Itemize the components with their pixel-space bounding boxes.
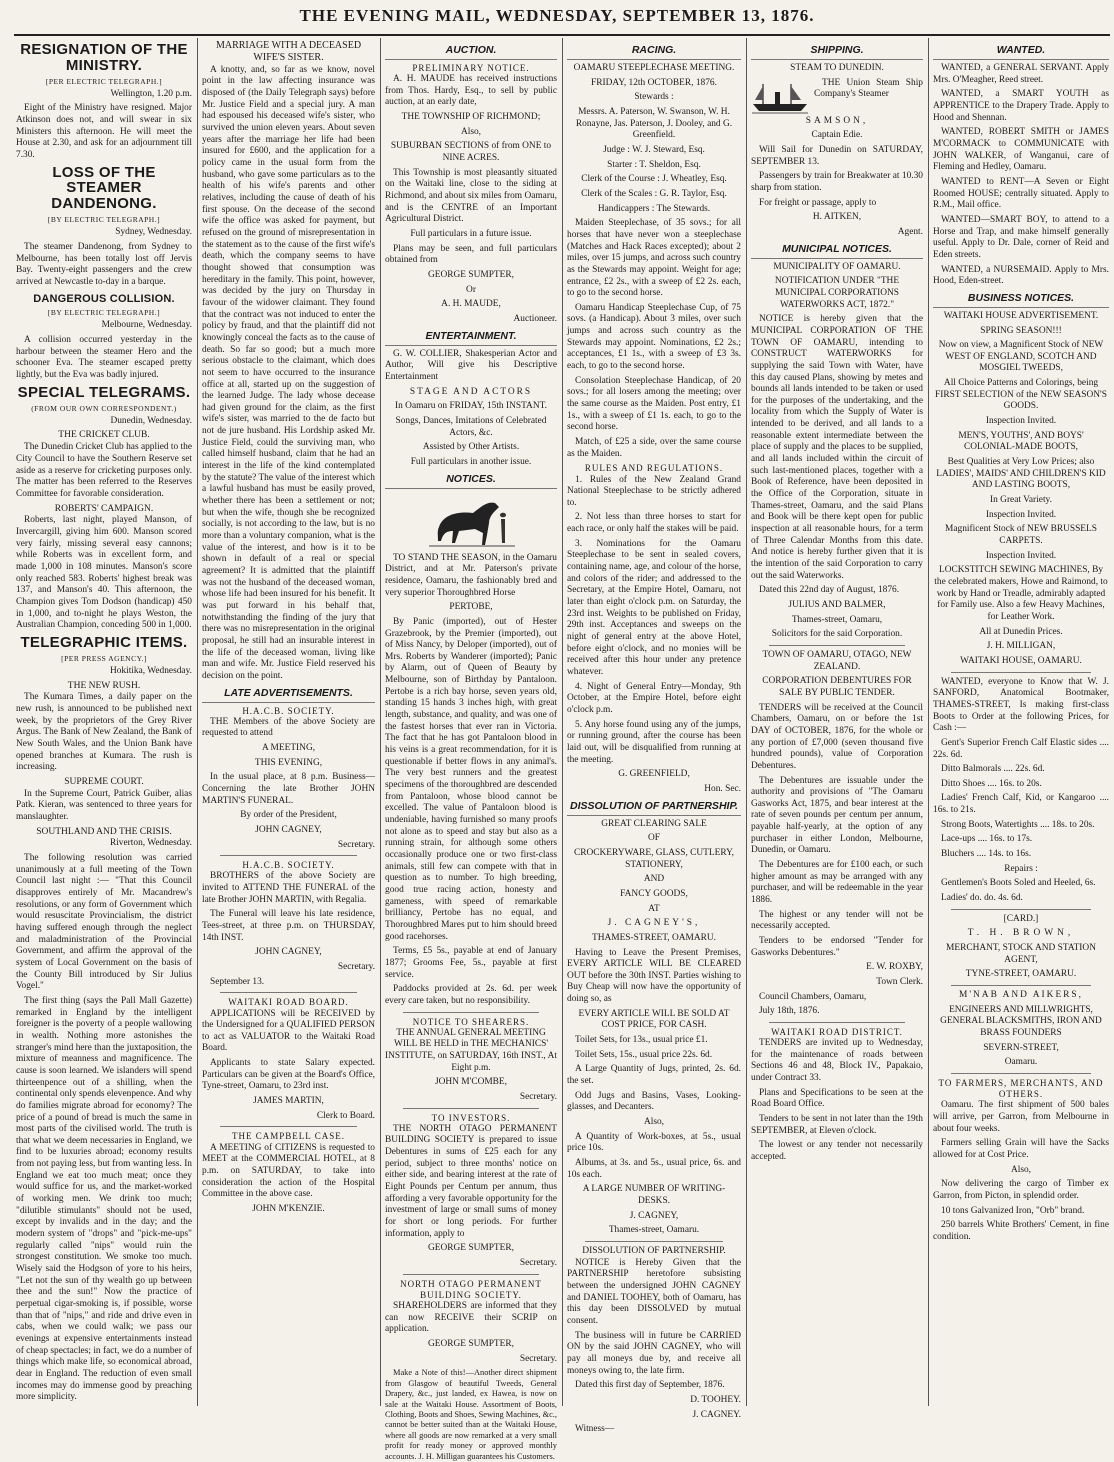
ad-text: Match, of £25 a side, over the same course as the Maiden. [567,437,741,459]
ad-signature: JULIUS AND BALMER, [788,599,886,610]
ad-signature: J. CAGNEY. [692,1409,741,1420]
ad-text: Messrs. A. Paterson, W. Swanson, W. H. Ronayne, Jas. Paterson, J. Dooley, and G. Greenfield. [575,106,733,141]
price-line: Strong Boots, Watertights .... 18s. to 20s. [941,819,1095,830]
ad-text: THE TOWNSHIP OF RICHMOND; [401,112,541,123]
ad-text: By order of the President, [240,810,337,821]
section-entertainment: ENTERTAINMENT. [385,330,557,346]
ad-text: Inspection Invited. [985,416,1057,427]
ad-text: Consolation Steeplechase Handicap, of 20 sovs.; for all losers among the meeting; over the same course as the Maiden. Post entry, £1 1s., with a sweep of £1 1s. each, to go to the second horse. [567,375,741,433]
ad-separator [220,1126,357,1127]
ad-text: SPRING SEASON!!! [980,325,1062,336]
section-title: ROBERTS' CAMPAIGN. [54,503,154,514]
column-rule [197,38,198,1406]
section-late-advertisements: LATE ADVERTISEMENTS. [202,687,375,703]
ad-text: July 18th, 1876. [759,1006,820,1017]
headline-dandenong: LOSS OF THE STEAMER DANDENONG. [51,163,157,213]
ad-text: TENDERS will be received at the Council Chambers, Oamaru, on or before the 1st DAY of OCTOBER, 1876, for the whole or any portion of £7,000 (seven thousand five hundred pounds), value of Corporation Debentures. [751,702,923,771]
ad-text: The lowest or any tender not necessarily accepted. [751,1140,923,1163]
ad-text: THE NORTH OTAGO PERMANENT BUILDING SOCIETY is prepared to issue Debentures in sums of £25 each for any period, subject to three months' notice on either side, and bearing interest at the rate of Eight Pounds per Centum per annum, thus affording a very favorable opportunity for the investment of large or small sums of money for short or long periods. For further information, apply to [385,1123,557,1239]
ad-title: OAMARU STEEPLECHASE MEETING. [573,63,735,74]
ad-separator [951,985,1091,986]
ad-text: PERTOBE, [449,602,493,613]
ad-text: By Panic (imported), out of Hester Grazebrook, by the Premier (imported), out of Miss Nancy, by Deloper (imported), out of Mrs. Roberts by Wanderer (imported); Panic by Alarm, out of Queen of Beauty by Melbourne, son of Birthday by Pantaloon. Pertobe is a rich bay horse, seven years old, standing 15 hands 3 inches high, with great length, substance, and quality, and was one of the fastest horses that ever ran in Victoria. The fact that he has got Pantaloon blood in his veins is a great recommendation, for it is questionable if better flows in any animal's. The very best runners and the greatest specimens of the thoroughbred are descended from Pantaloon, whose blood cannot be excelled. The value of Pantaloon blood is undeniable, having furnished so many proofs not alone as to speed and stay but also as a running strain, for although some others occasionally produce one or two first-class animals, still few can compete with that in question as to number. To high breeding, good true racing action, honesty and gameness, with speed of remarkable brilliancy, Pertobe has no equal, and Thoroughbred Mares put to him should breed good racehorses. [385,616,557,942]
ad-text: The highest or any tender will not be necessarily accepted. [751,909,923,932]
ad-text: A Quantity of Work-boxes, at 5s., usual price 10s. [567,1131,741,1154]
ad-text: Full particulars in another issue. [410,456,532,467]
ad-text: Oamaru. The first shipment of 500 bales will arrive, per Garron, from Melbourne in about four weeks. [933,1100,1109,1134]
section-wanted: WANTED. [933,44,1109,60]
article-text: In the Supreme Court, Patrick Guiber, alias Patk. Kieran, was sentenced to three years for manslaughter. [16,788,192,822]
ad-signature: E. W. ROXBY, [866,962,923,973]
ad-title: STEAM TO DUNEDIN. [790,63,884,74]
ad-title: RULES AND REGULATIONS. [584,463,724,474]
ad-text: Also, [1010,1164,1032,1175]
ad-signature: D. TOOHEY. [690,1394,741,1405]
classified-ad: WANTED—SMART BOY, to attend to a Horse and Trap, and make himself generally useful. Apply to Dr. Dale, corner of Reid and Eden streets. [933,214,1109,260]
classified-ad: WANTED, ROBERT SMITH or JAMES M'CORMACK to COMMUNICATE with JOHN WALKER, of Wanganui, care of Fleming and Hedley, Oamaru. [933,127,1109,173]
ad-separator [951,909,1091,910]
dateline: Dunedin, Wednesday. [110,415,192,426]
ad-text: CROCKERYWARE, GLASS, CUTLERY, STATIONERY, [573,847,734,870]
price-line: Ladies' do. do. 4s. 6d. [941,893,1023,904]
ad-signature: JOHN CAGNEY, [255,947,322,958]
ad-signature: JAMES MARTIN, [253,1096,324,1107]
dateline: Riverton, Wednesday. [109,838,192,849]
ad-title: M'NAB AND AIKERS, [959,990,1083,1000]
ad-text: FRIDAY, 12th OCTOBER, 1876. [591,77,717,88]
subhead: [PER PRESS AGENCY.] [61,653,147,663]
ad-text: Repairs : [1004,863,1038,874]
ad-text: Odd Jugs and Basins, Vases, Looking-glasses, and Decanters. [567,1090,741,1113]
ad-text: Thames-street, Oamaru. [608,1225,700,1236]
article-title: MARRIAGE WITH A DECEASED WIFE'S SISTER. [215,40,362,64]
ad-text: NOTICE is Hereby Given that the PARTNERSHIP heretofore subsisting between the undersigned JOHN CAGNEY and DANIEL TOOHEY, both of Oamaru, has this day been DISSOLVED by mutual consent. [567,1257,741,1326]
ad-text: Will Sail for Dunedin on SATURDAY, SEPTEMBER 13. [751,144,923,167]
ad-text: Or [466,284,476,295]
section-title: THE CRICKET CLUB. [58,430,150,441]
section-title: SOUTHLAND AND THE CRISIS. [36,826,172,837]
ad-text: SEVERN-STREET, [983,1042,1059,1053]
ad-text: THE Union Steam Ship Company's Steamer [814,77,923,100]
horse-engraving-icon [425,493,517,549]
ad-text: Plans and Specifications to be seen at the Road Board Office. [751,1087,923,1110]
ad-text: 4. Night of General Entry—Monday, 9th October, at the Empire Hotel, before eight o'clock p.m. [567,681,741,715]
headline-special-telegrams: SPECIAL TELEGRAMS. [17,383,191,401]
ad-text: 5. Any horse found using any of the jumps, or running ground, after the course has been laid out, will be disqualified from running at the meeting. [567,719,741,765]
ad-text: Solicitors for the said Corporation. [771,629,903,640]
ad-text: Clerk to Board. [316,1110,375,1121]
price-line: Gentlemen's Boots Soled and Heeled, 6s. [941,878,1096,889]
ad-text: A MEETING, [261,743,316,754]
ad-text: Inspection Invited. [985,550,1057,561]
dateline: Hokitika, Wednesday. [109,665,192,676]
ad-text: In the usual place, at 8 p.m. Business—Concerning the late Brother JOHN MARTIN'S FUNERAL. [202,772,375,806]
ad-text: Now delivering the cargo of Timber ex Garron, from Picton, in splendid order. [933,1179,1109,1201]
ad-title: TO FARMERS, MERCHANTS, AND OTHERS. [938,1077,1104,1100]
ad-text: Maiden Steeplechase, of 35 sovs.; for all horses that have never won a steeplechase (Matches and Hack Races excepted); about 2 miles, over 15 jumps, and across such country as the Stewards may appoint. Weight for age; entrance, £2 2s., with a sweep of £2 2s. each, to go to the second horse. [567,218,741,299]
ad-title: TO INVESTORS. [431,1112,511,1123]
ad-text: Applicants to state Salary expected. Particulars can be given at the Board's Office, Tyne-street, Oamaru, to 23rd inst. [202,1058,375,1092]
ad-text: [CARD.] [1003,913,1039,924]
ad-text: Handicappers : The Stewards. [597,203,711,214]
ad-text: J. CAGNEY'S, [607,918,701,929]
ad-title: T. H. BROWN, [967,928,1075,939]
ad-text: Secretary. [519,1091,557,1102]
ad-text: G. W. COLLIER, Shakesperian Actor and Author, Will give his Descriptive Entertainment [385,348,557,382]
section-notices: NOTICES. [385,473,557,489]
ad-separator [403,1108,539,1109]
ad-signature: JOHN CAGNEY, [255,824,322,835]
ad-separator [769,645,905,646]
article-text: The Dunedin Cricket Club has applied to the City Council to have the Southern Reserve set aside as a reserve for cricketing purposes only. The matter has been referred to the Reserves Committee for favorable consideration. [16,442,192,499]
dateline: Sydney, Wednesday. [115,227,192,238]
ad-text: Toilet Sets, for 13s., usual price £1. [575,1035,708,1046]
ad-text: A. H. MAUDE has received instructions from Thos. Hardy, Esq., to sell by public auction, at an early date, [385,74,557,108]
ad-text: Farmers selling Grain will have the Sacks allowed for at Cost Price. [933,1138,1109,1160]
ad-text: Witness— [575,1424,615,1435]
ad-text: LOCKSTITCH SEWING MACHINES, By the celebrated makers, Howe and Raimond, to work by Hand or Treadle, admirably adapted for Family use. Also a few Heavy Machines, for Leather Work. [934,565,1108,622]
ad-separator [220,855,357,856]
ad-text: Judge : W. J. Steward, Esq. [603,144,705,155]
ad-title: NORTH OTAGO PERMANENT BUILDING SOCIETY. [400,1278,542,1300]
classified-ad: WANTED, a GENERAL SERVANT. Apply Mrs. O'Meagher, Reed street. [933,63,1109,85]
ad-text: Now on view, a Magnificent Stock of NEW WEST OF ENGLAND, SCOTCH AND MOSGIEL TWEEDS, [938,340,1104,374]
ad-signature: A. H. MAUDE, [441,299,501,310]
ad-text: A LARGE NUMBER OF WRITING-DESKS. [582,1184,726,1206]
column-wanted [933,40,1109,1406]
ad-title: H.A.C.B. SOCIETY. [242,860,335,871]
column-racing [567,40,741,1435]
ad-text: Auctioneer. [513,313,557,324]
ad-text: MEN'S, YOUTHS', AND BOYS' COLONIAL-MADE BOOTS, [958,430,1084,453]
ad-text: SUBURBAN SECTIONS of from ONE to NINE ACRES. [390,141,552,164]
ad-title: WAITAKI ROAD DISTRICT. [771,1026,903,1037]
article-text: The first thing (says the Pall Mall Gazette) remarked in England by the intelligent foreigner is the poverty of a people wallowing in wealth. Nothing more astonishes the stranger's mind here than the juxtaposition, the mixture of meanness and magnificence. The cause is soon learned. We islanders will spend thirteenpence out of a shilling, when the continental only spends elevenpence. And why do families migrate abroad for economy? The price of a pound of bread is much the same in most parts of the civilised world. The truth is that what we deem necessaries in England, we find to be luxuries abroad; economy results from not paying less, but from wanting less. In England we eat too much meat; once they would suffice for us, and the market-worked of working men. We drink too much; "dilutible stimulants" should not be used, except by invalids and in the day; and the modern system of "drops" and "pick-me-ups" regularly called "nips" would ruin the strongest constitution. We smoke too much. Wisely said the Hodgson of yore to his heirs, "Let not the sun of thy wealth go up between thee and the sun!" Now the practice of perpetual cigar-smoking is, if possible, worse than that of "nips," and ride and drive even in cabs, when we could walk; we pass our evenings at expensive entertainments instead of cheap spectacles; in fact, we do a number of things which make life, so economical abroad, dear in England. The reduction of even small incomes may do immense good by preaching more simplicity. [16,995,192,1403]
price-line: Ditto Balmorals .... 22s. 6d. [941,764,1045,775]
ad-title: THE CAMPBELL CASE. [232,1131,345,1142]
article-text: The Kumara Times, a daily paper on the new rush, is announced to be published next week, by the proprietors of the Grey River Argus. The Bank of New Zealand, the Bank of New South Wales, and the Union Bank have opened branches at Kumara. The rush is increasing. [16,692,192,773]
ad-text: A MEETING of CITIZENS is requested to MEET at the COMMERCIAL HOTEL, at 8 p.m. on SATURDAY, to take into consideration the action of the Hospital Committee in the above case. [202,1142,375,1200]
ad-signature: J. H. MILLIGAN, [986,641,1056,652]
ad-text: Stewards : [634,92,674,103]
ad-text: Tenders to be endorsed "Tender for Gasworks Debentures." [751,936,923,958]
ad-text: Best Qualities at Very Low Prices; also LADIES', MAIDS' AND CHILDREN'S KID AND LASTING BOOTS, [936,457,1106,491]
column-auction [385,40,557,1461]
ad-text: 250 barrels White Brothers' Cement, in fine condition. [933,1220,1109,1242]
section-shipping: SHIPPING. [751,44,923,60]
ad-title: MUNICIPALITY OF OAMARU. [773,261,901,272]
headline-collision: DANGEROUS COLLISION. [33,292,175,305]
ad-text: This Township is most pleasantly situated on the Waitaki line, close to the siding at Richmond, and about six miles from Oamaru, and is the CENTRE of an Important Agricultural District. [385,167,557,225]
subhead: [BY ELECTRIC TELEGRAPH.] [47,308,161,318]
ad-text: Paddocks provided at 2s. 6d. per week every care taken, but no responsibility. [385,984,557,1006]
ad-text: EVERY ARTICLE WILL BE SOLD AT COST PRICE, FOR CASH. [578,1008,730,1031]
ad-text: TENDERS are invited up to Wednesday, for the maintenance of roads between Sections 46 and 48, Block IV., Papakaio, under Contract 33. [751,1038,923,1084]
ad-text: Make a Note of this!—Another direct shipment from Glasgow of beautiful Tweeds, General Drapery, &c., just landed, ex Hawea, is now on sale at the Waitaki House. Assortment of Boots, Clothing, Boots and Shoes, Sewing Machines, &c., cannot be better suited than at the Waitaki House, where all goods are now remarked at a very small profit for ready money or approved monthly accounts. J. H. Milligan guarantees his Customers. [385,1368,557,1461]
ad-text: Also, [460,126,482,137]
ad-separator [220,992,357,993]
ad-separator [769,1022,905,1023]
ad-text: Town Clerk. [876,977,923,987]
column-articles [202,40,375,1406]
ad-text: Clerk of the Scales : G. R. Taylor, Esq. [581,188,727,199]
ad-text: The Debentures are issuable under the authority and provisions of "The Oamaru Gasworks Act, 1875, and bear interest at the rate of seven pounds per centum per annum, payable half-yearly, at the option of any purchaser in either London, Melbourne, Dunedin, or Oamaru. [751,775,923,856]
headline-telegraphic-items: TELEGRAPHIC ITEMS. [20,633,188,651]
column-rule [562,38,563,1406]
ad-text: Secretary. [337,962,375,973]
ad-text: SHAREHOLDERS are informed that they can now RECEIVE their SCRIP on application. [385,1300,557,1335]
article-text: The steamer Dandenong, from Sydney to Melbourne, has been totally lost off Jervis Bay. Twenty-eight passengers and the crew arrived at Newcastle to-day in a barque. [16,241,192,287]
ad-title: DISSOLUTION OF PARTNERSHIP. [582,1245,726,1256]
masthead-rule [14,34,1110,36]
ad-signature: JOHN M'COMBE, [434,1077,507,1088]
ad-signature: J. CAGNEY, [629,1210,679,1221]
ad-text: Inspection Invited. [985,509,1057,520]
price-line: Bluchers .... 14s. to 16s. [941,849,1032,860]
ad-text: Dated this 22nd day of August, 1876. [759,585,900,596]
classified-ad: WANTED to RENT—A Seven or Eight Roomed HOUSE; centrally situated. Apply to R.M., Mail office. [933,176,1109,211]
ad-title: H.A.C.B. SOCIETY. [242,705,335,716]
section-dissolution: DISSOLUTION OF PARTNERSHIP. [567,800,741,816]
ad-text: THE Members of the above Society are requested to attend [202,716,375,739]
subhead: (FROM OUR OWN CORRESPONDENT.) [31,403,177,413]
ad-text: Having to Leave the Present Premises, EVERY ARTICLE WILL BE CLEARED OUT before the 30th INST. Parties wishing to Buy Cheap will now have the opportunity of doing so, as [567,947,741,1005]
ad-signature: H. AITKEN, [812,212,862,223]
ad-title: TOWN OF OAMARU, OTAGO, NEW ZEALAND. [762,649,912,672]
article-text: Roberts, last night, played Manson, of Invercargill, giving him 600. Manson scored very fairly, missing several easy cannons; while Roberts was in excellent form, and made 1,000 in 108 minutes. Manson's score only reached 583. Roberts' highest break was 137, and Manson's 40. This afternoon, the Champion gives Tom Dodson (handicap) 450 in 1,000, and to-night he plays Weston, the Australian Champion, conceding 500 in 1,000. [16,515,192,631]
section-title: SUPREME COURT. [64,776,144,787]
ad-text: All Choice Patterns and Colorings, being FIRST SELECTION of the NEW SEASON'S GOODS. [935,378,1107,412]
ad-text: Secretary. [519,1257,557,1268]
ad-text: WAITAKI HOUSE, OAMARU. [960,655,1082,666]
ad-text: September 13. [210,976,265,987]
ad-text: In Great Variety. [990,495,1052,506]
ad-separator [403,1274,539,1275]
ad-text: APPLICATIONS will be RECEIVED by the Undersigned for a QUALIFIED PERSON to act as VALUATOR to the Waitaki Road Board. [202,1008,375,1054]
ad-text: In Oamaru on FRIDAY, 15th INSTANT. [395,401,547,412]
ad-text: The Debentures are for £100 each, or such higher amount as may be arranged with any purchaser, and will be redeemable in the year 1886. [751,860,923,906]
section-racing: RACING. [567,44,741,60]
ad-text: Full particulars in a future issue. [410,229,532,240]
ad-text: Oamaru. [1004,1057,1038,1068]
column-rule [746,38,747,1406]
ad-text: NOTIFICATION UNDER "THE MUNICIPAL CORPORATIONS WATERWORKS ACT, 1872." [774,276,900,310]
ad-text: Tenders to be sent in not later than the 19th SEPTEMBER, at Eleven o'clock. [751,1114,923,1136]
ad-title: WAITAKI HOUSE ADVERTISEMENT. [943,310,1099,321]
article-text: Eight of the Ministry have resigned. Major Atkinson does not, and will swear in six Ministers this afternoon. He will meet the House at 2.30, and ask for an adjournment till 7.30. [16,103,192,161]
ad-text: Toilet Sets, 15s., usual price 22s. 6d. [575,1049,713,1060]
article-text: A collision occurred yesterday in the harbour between the steamer Hero and the schooner Eva. The steamer escaped pretty lightly, but the Eva was badly injured. [16,335,192,381]
ad-text: Oamaru Handicap Steeplechase Cup, of 75 sovs. (a Handicap). About 3 miles, over such jumps and across such country as the Stewards may appoint. Nominations, £2 2s.; acceptances, £1 1s., with a sweep of £3 3s. each, to go to the second horse. [567,302,741,372]
dateline: Wellington, 1.20 p.m. [110,88,192,99]
dateline: Melbourne, Wednesday. [101,320,192,331]
ad-text: THE ANNUAL GENERAL MEETING WILL BE HELD in THE MECHANICS' INSTITUTE, on SATURDAY, 16th INST., At Eight p.m. [385,1027,557,1073]
subhead: [PER ELECTRIC TELEGRAPH.] [45,76,163,86]
ad-text: A Large Quantity of Jugs, printed, 2s. 6d. the set. [567,1064,741,1087]
ad-text: For freight or passage, apply to [759,197,877,208]
ad-separator [951,672,1091,673]
masthead: THE EVENING MAIL, WEDNESDAY, SEPTEMBER 13, 1876. [299,6,815,25]
classified-ad: WANTED, a SMART YOUTH as APPRENTICE to the Drapery Trade. Apply to Hood and Shennan. [933,89,1109,123]
ad-text: Secretary. [519,1353,557,1364]
ad-text: Council Chambers, Oamaru, [759,991,867,1002]
ad-title: WAITAKI ROAD BOARD. [228,997,349,1008]
ad-text: FANCY GOODS, [620,888,688,899]
ad-text: ENGINEERS AND MILLWRIGHTS, GENERAL BLACKSMITHS, IRON AND BRASS FOUNDERS [940,1004,1102,1038]
ad-text: 1. Rules of the New Zealand Grand National Steeplechase to be strictly adhered to. [567,474,741,508]
ad-text: The Funeral will leave his late residence, Tees-street, at three p.m. on THURSDAY, 14th INST. [202,909,375,943]
article-text: A knotty, and, so far as we know, novel point in the law affecting insurance was disposed of (the Daily Telegraph says) before Mr. Justice Field and a special jury. A man had espoused his deceased wife's sister, who survived the union eleven years. About seven years after the marriage her life had been insured for £600, and the application for a policy came in the usual form from the husband, who gave some particulars as to the health of his wife's parents and other relatives, including the cause of death of his first spouse. On the decease of the second wife the office was asked for payment, but refused on the ground of misrepresentation in the statement as to the cause of the first wife's death, which the company seems to have thought showed that consumption was hereditary in the family. This point, however, was decided by the jury on Thursday in favour of the widower claimant. They found that the contract was not induced to enter the policy by fraud, and that the plaintiff did not knowingly conceal the facts as to the cause of death. So far so good; but a much more serious obstacle to the claimant, which does not seem to have occurred to the insurance office at all, started up on the suggestion of the learned Judge. The lady whose decease had given ground for the claim, as the first wife's sister, was married to the de facto but not de jure husband. His Lordship asked Mr. Justice Field, could the surviving man, who called himself husband, claim that he had an interest in the life of the kind contemplated by the statute? The value of the interest which a lawful husband has must be easily proved, whether there has been a settlement or not; but when the wife, though she be recognized socially, is not according to the law, but is no more than a voluntary companion, what is the value of the interest, and how is it to be shown in default of a real or special agreement? It is admitted that the plaintiff was not the husband of the deceased woman, whose life had been insured for his benefit. It was put forward in his behalf that, notwithstanding the finding of the jury that there was no misrepresentation in the original proposal, he still had an insurable interest in the life of the deceased woman, living like man and wife. Mr. Justice Field reserved his decision on the point. [202,64,375,681]
ad-separator [403,1012,539,1013]
ad-text: STAGE AND ACTORS [409,386,533,397]
ad-text: THAMES-STREET, OAMARU. [591,932,717,943]
ad-text: AND [643,874,665,885]
price-line: Ditto Shoes .... 16s. to 20s. [941,778,1042,789]
ad-text: NOTICE is hereby given that the MUNICIPAL CORPORATION OF THE TOWN OF OAMARU, intending to CONSTRUCT WATERWORKS for supplying the said Town with Water, have this day caused Plans, showing by metes and bounds all lands intended to be taken or used for the purposes of the undertaking, and the locality from which the Supply of Water is intended to be derived, and all lands to a reasonable extent intermediate between the place of supply and the places to be supplied, and all lands included within the circuit of such last-mentioned places, together with a Book of Reference, have been deposited in the Office of the Corporation, situate in Thames-street, Oamaru, and the said Plans and Book will be there kept open for public inspection at all reasonable hours, for a term of Three Calendar Months from this date. And notice is hereby further given that it is the intention of the said Corporation to carry out the said Waterworks. [751,314,923,581]
ad-text: BROTHERS of the above Society are invited to ATTEND THE FUNERAL of the late Brother JOHN MARTIN, with Regalia. [202,871,375,905]
ad-text: SAMSON, [805,115,869,126]
ad-text: TYNE-STREET, OAMARU. [965,969,1077,980]
ad-text: Passengers by train for Breakwater at 10.30 sharp from station. [751,171,923,193]
classified-ad: WANTED, a NURSEMAID. Apply to Mrs. Hood, Eden-street. [933,264,1109,287]
ad-text: 10 tons Galvanized Iron, "Orb" brand. [941,1205,1085,1216]
section-auction: AUCTION. [385,44,557,60]
ad-title: NOTICE TO SHEARERS. [412,1016,530,1027]
ad-text: All at Dunedin Prices. [979,626,1063,637]
article-text: The following resolution was carried unanimously at a full meeting of the Town Council last night :— "That this Council disapproves entirely of Mr. Macandrew's resolutions, or any form of Government which would resuscitate Provincialism, the district having suffered enough through the neglect and maladministration of the Provincial Government, and affirm the approval of the system of Local Government on the basis of the County Bill introduced by Sir Julius Vogel." [16,853,192,992]
ad-signature: GEORGE SUMPTER, [428,1338,514,1349]
ad-text: OF [648,833,660,844]
ad-text: Dated this first day of September, 1876. [575,1380,725,1391]
ad-text: TO STAND THE SEASON, in the Oamaru District, and at Mr. Paterson's private residence, Oamaru, the fashionably bred and very superior Thoroughbred Horse [385,552,557,598]
ad-text: Songs, Dances, Imitations of Celebrated Actors, &c. [395,415,547,438]
price-line: Lace-ups .... 16s. to 17s. [941,834,1033,845]
ad-signature: GEORGE SUMPTER, [428,270,514,281]
section-business-notices: BUSINESS NOTICES. [933,292,1109,308]
ad-text: Captain Edie. [811,130,863,141]
section-municipal-notices: MUNICIPAL NOTICES. [751,243,923,259]
ad-title: CORPORATION DEBENTURES FOR SALE BY PUBLIC TENDER. [762,676,912,698]
column-shipping [751,40,923,1406]
ad-text: WANTED, everyone to Know that W. J. SANFORD, Anatomical Bootmaker, THAMES-STREET, Is making first-class Boots to Order at the following Prices, for Cash :— [933,676,1109,734]
ad-separator [585,1241,723,1242]
ad-text: 2. Not less than three horses to start for each race, or only half the stakes will be paid. [567,512,741,535]
ad-text: Also, [643,1117,665,1128]
steamship-icon [751,80,809,114]
price-line: Ladies' French Calf, Kid, or Kangaroo .... 16s. to 21s. [933,793,1109,816]
column-news [16,40,192,1406]
ad-text: Thames-street, Oamaru, [791,614,883,625]
ad-text: Clerk of the Course : J. Wheatley, Esq. [581,174,727,185]
ad-signature: GEORGE SUMPTER, [428,1243,514,1254]
ad-separator [951,1073,1091,1074]
ad-text: MERCHANT, STOCK AND STATION AGENT, [946,943,1096,965]
ad-text: 3. Nominations for the Oamaru Steeplechase to be sent in sealed covers, containing name, age, and colour of the horse, and colors of the rider; and addressed to the Secretary, at the Empire Hotel, Oamaru, not later than eight o'clock p.m. on Saturday, the 23rd inst. Weights to be published on Friday, 29th inst. Acceptances and sweeps on the night of general entry at the above Hotel, before eight o'clock, and no monies will be received after this hour under any pretence whatever. [567,538,741,678]
ad-text: AT [648,903,660,914]
ad-signature: G. GREENFIELD, [618,769,690,780]
column-rule [380,38,381,1406]
ad-signature: JOHN M'KENZIE. [252,1203,325,1214]
ad-text: Terms, £5 5s., payable at end of January 1877; Grooms Fee, 5s., payable at first service. [385,946,557,980]
headline-resignation: RESIGNATION OF THE MINISTRY. [20,41,188,74]
ad-text: Starter : T. Sheldon, Esq. [607,159,701,170]
price-line: Gent's Superior French Calf Elastic sides .... 22s. 6d. [933,737,1109,760]
ad-text: The business will in future be CARRIED ON by the said JOHN CAGNEY, who will pay all moneys due by, and receive all moneys owing to, the late firm. [567,1330,741,1376]
ad-text: Secretary. [337,839,375,850]
ad-text: GREAT CLEARING SALE [601,818,707,829]
ad-text: Albums, at 3s. and 5s., usual price, 6s. and 10s each. [567,1158,741,1180]
column-rule [928,38,929,1406]
ad-text: Magnificent Stock of NEW BRUSSELS CARPETS. [945,524,1097,546]
ad-text: Plans may be seen, and full particulars obtained from [385,243,557,266]
ad-title: PRELIMINARY NOTICE. [412,63,530,74]
subhead: [BY ELECTRIC TELEGRAPH.] [47,214,161,224]
section-title: THE NEW RUSH. [67,680,141,691]
ad-text: Agent. [897,226,923,237]
ad-text: Assisted by Other Artists. [422,442,520,453]
ad-text: THIS EVENING, [254,757,323,768]
ad-text: Hon. Sec. [704,783,741,794]
